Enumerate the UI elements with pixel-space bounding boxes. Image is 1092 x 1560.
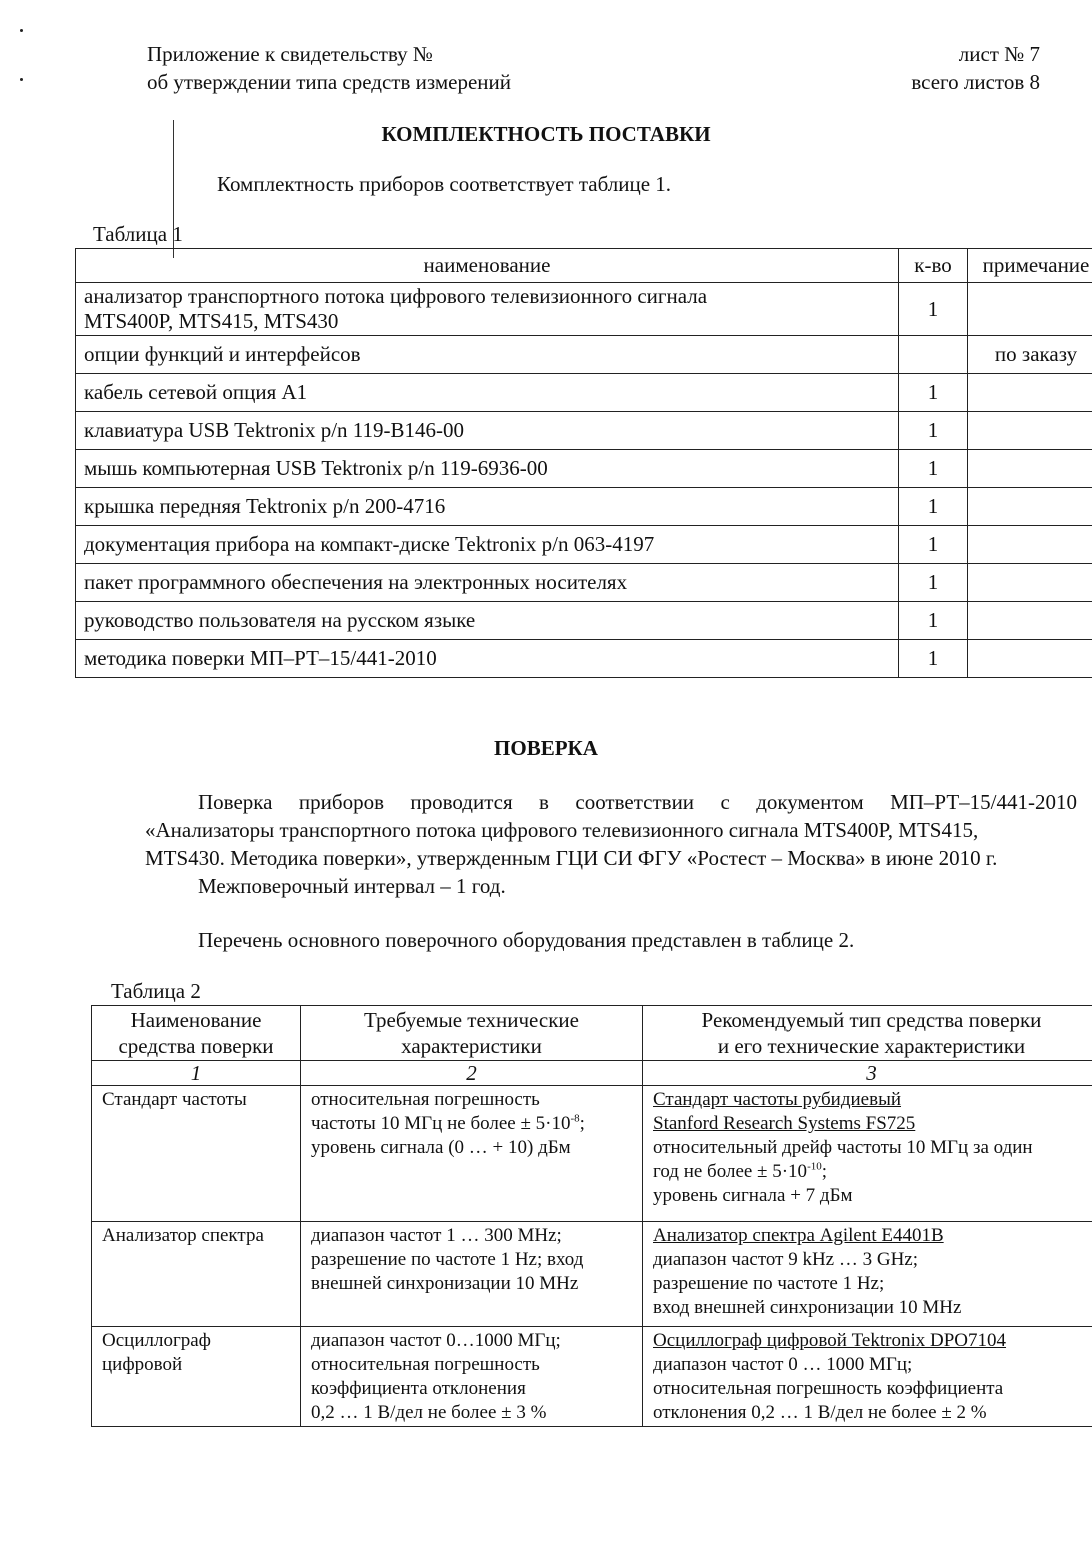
spec-line: диапазон частот 1 … 300 MHz; [311,1225,562,1246]
item-qty: 1 [899,488,968,526]
required-specs [301,1327,643,1427]
table-header-row [76,249,1092,283]
total-pages: всего листов 8 [911,70,1040,94]
spec-line: отклонения 0,2 … 1 В/дел не более ± 2 % [653,1402,987,1423]
equipment-name: Анализатор спектра [92,1222,301,1327]
spec-line: 0,2 … 1 В/дел не более ± 3 % [311,1402,547,1423]
column-number: 1 [92,1061,301,1086]
spec-line: коэффициента отклонения [311,1378,526,1399]
item-name: руководство пользователя на русском языке [76,602,899,640]
paragraph-line: «Анализаторы транспортного потока цифрового телевизионного сигнала MTS400P, MTS415, [145,818,979,842]
item-name: клавиатура USB Tektronix p/n 119-B146-00 [76,412,899,450]
column-header-name: наименование [76,249,899,283]
header-line: Требуемые технические [364,1008,579,1032]
equipment-name-line: Осциллограф [102,1330,211,1351]
table2-caption: Таблица 2 [111,979,201,1003]
table-row [76,488,1092,526]
equipment-intro: Перечень основного поверочного оборудования представлен в таблице 2. [198,928,855,952]
spec-line: относительная погрешность [311,1089,540,1110]
item-qty: 1 [899,374,968,412]
table-row [76,564,1092,602]
required-specs [301,1222,643,1327]
table1-caption: Таблица 1 [93,222,183,246]
item-qty: 1 [899,450,968,488]
item-note [968,526,1092,564]
required-specs [301,1086,643,1222]
table-row [76,450,1092,488]
verification-interval: Межповерочный интервал – 1 год. [198,874,506,898]
paragraph-line: MTS430. Методика поверки», утвержденным ГЦИ СИ ФГУ «Ростест – Москва» в июне 2010 г. [145,846,998,870]
item-note [968,602,1092,640]
spec-line: диапазон частот 9 kHz … 3 GHz; [653,1249,919,1270]
item-qty: 1 [899,602,968,640]
recommended-model-title: Stanford Research Systems FS725 [653,1113,916,1134]
header-type-approval: об утверждении типа средств измерений [147,70,512,94]
item-name: опции функций и интерфейсов [76,336,899,374]
recommended-model-title: Анализатор спектра Agilent E4401B [653,1225,944,1246]
column-header-qty: к-во [899,249,968,283]
item-note [968,412,1092,450]
spec-line: год не более ± $5\cdot 10^{-10}$; [653,1160,828,1182]
item-name: документация прибора на компакт-диске Tektronix p/n 063-4197 [76,526,899,564]
table-row [76,283,1092,336]
header-line: и его технические характеристики [717,1034,1026,1058]
item-qty: 1 [899,526,968,564]
header-line: Наименование [130,1008,262,1032]
completeness-intro: Комплектность приборов соответствует таблице 1. [217,172,672,196]
table-row [76,602,1092,640]
spec-line: относительная погрешность [311,1354,540,1375]
table-row [92,1086,1092,1222]
spec-line: вход внешней синхронизации 10 MHz [653,1297,962,1318]
spec-line: уровень сигнала (0 … + 10) дБм [311,1137,571,1158]
column-number-row [92,1061,1092,1086]
recommended-model-title: Осциллограф цифровой Tektronix DPO7104 [653,1330,1007,1351]
page-number: лист № 7 [958,42,1040,66]
header-line: характеристики [401,1034,542,1058]
item-name-line: анализатор транспортного потока цифрового телевизионного сигнала [84,284,708,308]
item-qty: 1 [899,412,968,450]
column-number: 2 [301,1061,643,1086]
document-header-right [911,40,1040,96]
spec-line: относительная погрешность коэффициента [653,1378,1004,1399]
item-note: по заказу [968,336,1092,374]
equipment-name: Стандарт частоты [92,1086,301,1222]
item-name: пакет программного обеспечения на электронных носителях [76,564,899,602]
section-title-completeness: КОМПЛЕКТНОСТЬ ПОСТАВКИ [381,122,711,146]
verification-equipment-table [91,1005,1092,1427]
spec-line: разрешение по частоте 1 Hz; [653,1273,885,1294]
column-header-required-specs [301,1006,643,1061]
column-header-recommended-type [643,1006,1092,1061]
item-name [76,283,899,336]
spec-line: разрешение по частоте 1 Hz; вход [311,1249,584,1270]
column-header-equipment-name [92,1006,301,1061]
item-qty [899,336,968,374]
table-row [76,412,1092,450]
spec-line: диапазон частот 0…1000 МГц; [311,1330,561,1351]
section-title-verification: ПОВЕРКА [494,736,598,760]
column-number: 3 [643,1061,1092,1086]
item-note [968,283,1092,336]
spec-line: уровень сигнала + 7 дБм [653,1185,853,1206]
item-note [968,564,1092,602]
verification-paragraph [145,788,1077,900]
item-name: крышка передняя Tektronix p/n 200-4716 [76,488,899,526]
recommended-model-title: Стандарт частоты рубидиевый [653,1089,902,1110]
item-note [968,488,1092,526]
item-qty: 1 [899,640,968,678]
item-qty: 1 [899,564,968,602]
recommended-equipment [643,1222,1092,1327]
item-note [968,374,1092,412]
table-header-row [92,1006,1092,1061]
table-row [76,640,1092,678]
spec-line: внешней синхронизации 10 MHz [311,1273,579,1294]
equipment-name [92,1327,301,1427]
spec-line: частоты 10 МГц не более ± $5\cdot 10^{-8}$; [311,1112,585,1134]
table-row [76,336,1092,374]
recommended-equipment [643,1086,1092,1222]
table-row [92,1327,1092,1427]
spec-line: относительный дрейф частоты 10 МГц за один [653,1137,1033,1158]
equipment-name-line: цифровой [102,1354,183,1375]
header-certificate-annex: Приложение к свидетельству № [147,42,433,66]
column-header-note: примечание [968,249,1092,283]
table-row [76,526,1092,564]
item-name: кабель сетевой опция A1 [76,374,899,412]
recommended-equipment [643,1327,1092,1427]
table-row [76,374,1092,412]
table-row [92,1222,1092,1327]
item-name-line: MTS400P, MTS415, MTS430 [84,309,339,333]
document-header-left [147,40,511,96]
item-note [968,640,1092,678]
item-name: методика поверки МП–РТ–15/441-2010 [76,640,899,678]
paragraph-line: Поверка приборов проводится в соответствии с документом МП–РТ–15/441-2010 [198,790,1077,814]
delivery-set-table [75,248,1092,678]
header-line: Рекомендуемый тип средства поверки [701,1008,1042,1032]
item-note [968,450,1092,488]
item-qty: 1 [899,283,968,336]
item-name: мышь компьютерная USB Tektronix p/n 119-6936-00 [76,450,899,488]
scan-artifact-dot [20,29,23,32]
spec-line: диапазон частот 0 … 1000 МГц; [653,1354,913,1375]
scan-artifact-dot [20,78,23,81]
header-line: средства поверки [118,1034,274,1058]
